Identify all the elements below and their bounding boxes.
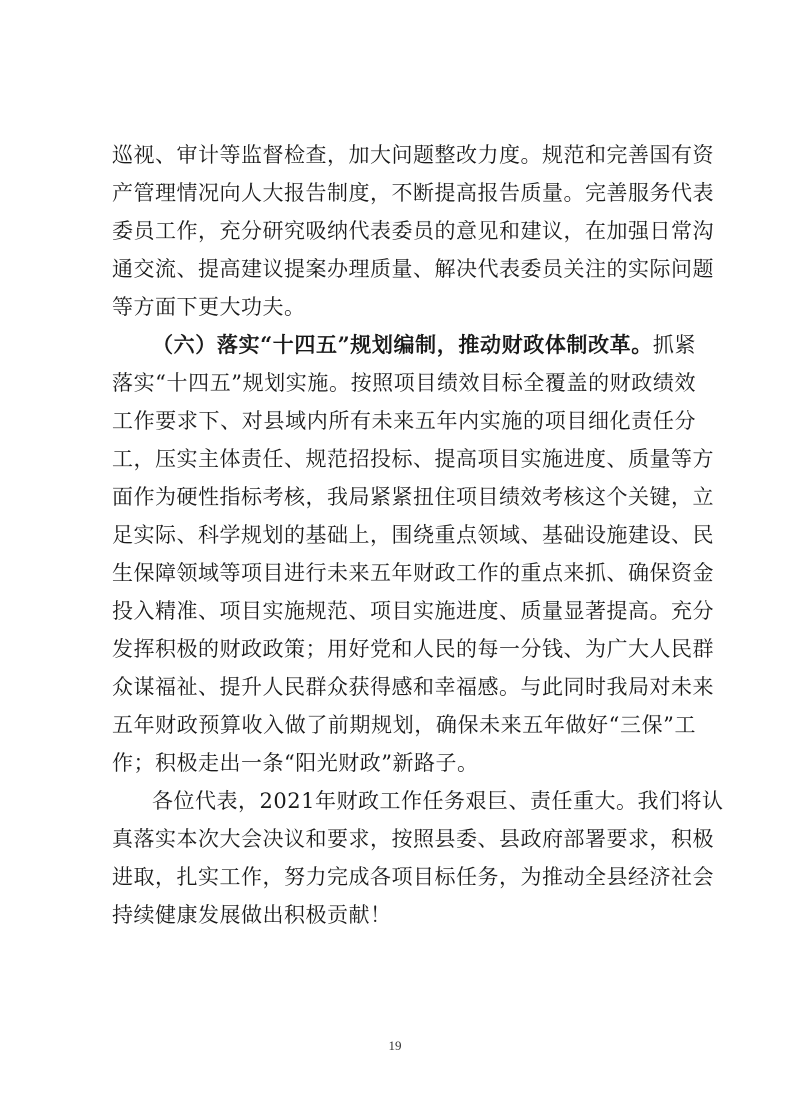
- text-line: 面作为硬性指标考核，我局紧紧扭住项目绩效考核这个关键，立: [112, 485, 714, 509]
- text-line: 作；积极走出一条“阳光财政”新路子。: [112, 751, 479, 775]
- text-line: 足实际、科学规划的基础上，围绕重点领域、基础设施建设、民: [112, 523, 714, 547]
- text-line: 持续健康发展做出积极贡献！: [112, 903, 392, 927]
- text-line: 众谋福祉、提升人民群众获得感和幸福感。与此同时我局对未来: [112, 675, 714, 699]
- text-line: 各位代表，2021年财政工作任务艰巨、责任重大。我们将认: [152, 789, 724, 813]
- text-line: 落实“十四五”规划实施。按照项目绩效目标全覆盖的财政绩效: [112, 371, 696, 395]
- text-line: 投入精准、项目实施规范、项目实施进度、质量显著提高。充分: [112, 599, 714, 623]
- text-line: 巡视、审计等监督检查，加大问题整改力度。规范和完善国有资: [112, 143, 714, 167]
- section-heading: （六）落实“十四五”规划编制，推动财政体制改革。: [152, 332, 653, 357]
- text-line: 五年财政预算收入做了前期规划，确保未来五年做好“三保”工: [112, 713, 696, 737]
- text-line: 工作要求下、对县域内所有未来五年内实施的项目细化责任分: [112, 409, 696, 433]
- text-line: 通交流、提高建议提案办理质量、解决代表委员关注的实际问题: [112, 257, 714, 281]
- text-run: 抓紧: [652, 333, 697, 357]
- text-line: 等方面下更大功夫。: [112, 295, 306, 319]
- text-line: 生保障领域等项目进行未来五年财政工作的重点来抓、确保资金: [112, 561, 714, 585]
- paragraph-heading-line: [152, 332, 696, 358]
- text-line: 真落实本次大会决议和要求，按照县委、县政府部署要求，积极: [112, 827, 714, 851]
- text-line: 产管理情况向人大报告制度，不断提高报告质量。完善服务代表: [112, 181, 714, 205]
- text-line: 进取，扎实工作，努力完成各项目标任务，为推动全县经济社会: [112, 865, 714, 889]
- text-line: 委员工作，充分研究吸纳代表委员的意见和建议，在加强日常沟: [112, 219, 714, 243]
- text-line: 发挥积极的财政政策；用好党和人民的每一分钱、为广大人民群: [112, 637, 714, 661]
- page-number: 19: [388, 1038, 402, 1053]
- text-line: 工，压实主体责任、规范招投标、提高项目实施进度、质量等方: [112, 447, 714, 471]
